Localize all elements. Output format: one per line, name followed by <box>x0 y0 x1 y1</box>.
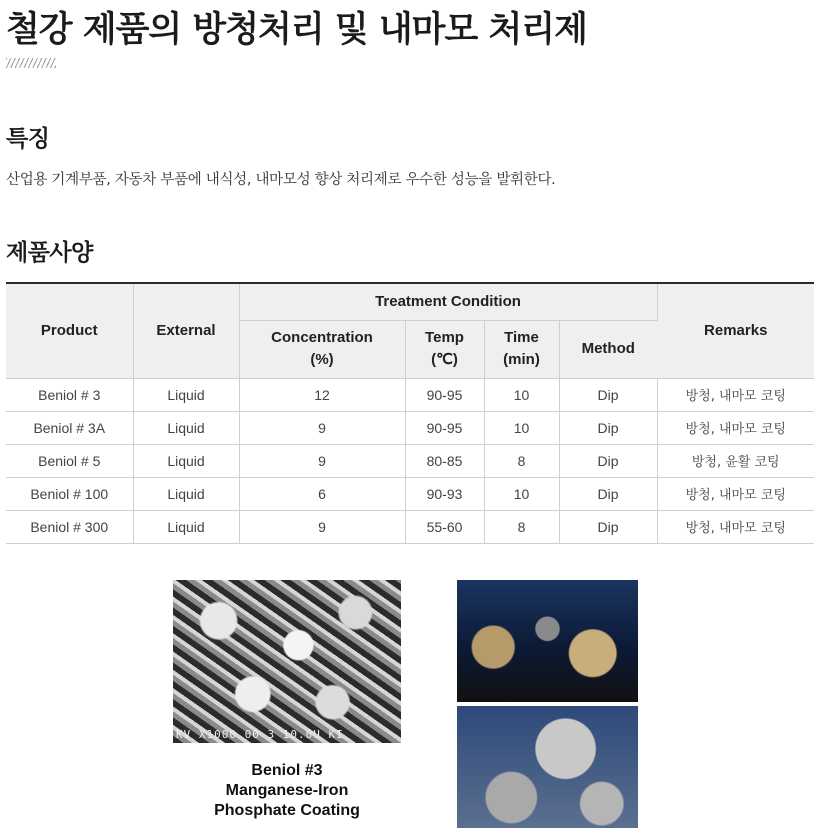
cell-time: 8 <box>484 444 559 477</box>
header-concentration <box>239 320 405 378</box>
cell-concentration: 12 <box>239 378 405 411</box>
features-text: 산업용 기계부품, 자동차 부품에 내식성, 내마모성 향상 처리제로 우수한 성능을 발휘한다. <box>6 172 556 188</box>
cell-temp: 90-95 <box>405 411 484 444</box>
cell-external: Liquid <box>133 411 239 444</box>
header-temp-unit: (℃) <box>431 351 458 368</box>
spec-table <box>6 282 814 544</box>
cell-concentration: 9 <box>239 411 405 444</box>
cell-product: Beniol # 3 <box>6 378 133 411</box>
table-row <box>6 477 814 510</box>
header-external: External <box>133 283 239 378</box>
cell-product: Beniol # 5 <box>6 444 133 477</box>
gears-photo-bottom <box>457 706 638 828</box>
cell-method: Dip <box>559 378 657 411</box>
table-row <box>6 378 814 411</box>
header-temp-label: Temp <box>425 329 464 346</box>
cell-concentration: 9 <box>239 444 405 477</box>
cell-concentration: 6 <box>239 477 405 510</box>
sem-micrograph-image <box>173 580 401 743</box>
cell-remarks: 방청, 내마모 코팅 <box>657 510 814 543</box>
cell-time: 8 <box>484 510 559 543</box>
gears-photo-top <box>457 580 638 702</box>
header-method: Method <box>559 320 657 378</box>
cell-remarks: 방청, 내마모 코팅 <box>657 477 814 510</box>
cell-time: 10 <box>484 411 559 444</box>
cell-method: Dip <box>559 444 657 477</box>
header-temp <box>405 320 484 378</box>
cell-remarks: 방청, 윤활 코팅 <box>657 444 814 477</box>
cell-external: Liquid <box>133 510 239 543</box>
image-caption <box>173 761 401 821</box>
cell-method: Dip <box>559 510 657 543</box>
header-time-unit: (min) <box>503 351 540 368</box>
header-time-label: Time <box>504 329 539 346</box>
cell-temp: 55-60 <box>405 510 484 543</box>
cell-external: Liquid <box>133 444 239 477</box>
cell-method: Dip <box>559 411 657 444</box>
title-decoration <box>6 58 56 68</box>
header-concentration-label: Concentration <box>271 329 373 346</box>
cell-temp: 90-95 <box>405 378 484 411</box>
table-row <box>6 510 814 543</box>
header-product: Product <box>6 283 133 378</box>
cell-remarks: 방청, 내마모 코팅 <box>657 411 814 444</box>
table-row <box>6 444 814 477</box>
features-heading: 특징 <box>6 126 50 152</box>
spec-heading: 제품사양 <box>6 240 93 266</box>
table-row <box>6 411 814 444</box>
cell-external: Liquid <box>133 477 239 510</box>
cell-product: Beniol # 300 <box>6 510 133 543</box>
cell-time: 10 <box>484 378 559 411</box>
cell-external: Liquid <box>133 378 239 411</box>
header-remarks: Remarks <box>657 283 814 378</box>
caption-line-material: Manganese-Iron <box>225 782 349 799</box>
cell-temp: 80-85 <box>405 444 484 477</box>
sem-scale-label: KV X1000 00 3 10.0U KI <box>176 728 344 741</box>
cell-time: 10 <box>484 477 559 510</box>
caption-line-coating: Phosphate Coating <box>214 802 360 819</box>
cell-remarks: 방청, 내마모 코팅 <box>657 378 814 411</box>
header-time <box>484 320 559 378</box>
page-title: 철강 제품의 방청처리 및 내마모 처리제 <box>6 10 587 50</box>
caption-line-product: Beniol #3 <box>251 762 323 779</box>
cell-temp: 90-93 <box>405 477 484 510</box>
cell-method: Dip <box>559 477 657 510</box>
header-concentration-unit: (%) <box>310 351 334 368</box>
cell-product: Beniol # 100 <box>6 477 133 510</box>
cell-concentration: 9 <box>239 510 405 543</box>
header-treatment-condition: Treatment Condition <box>239 283 657 320</box>
cell-product: Beniol # 3A <box>6 411 133 444</box>
